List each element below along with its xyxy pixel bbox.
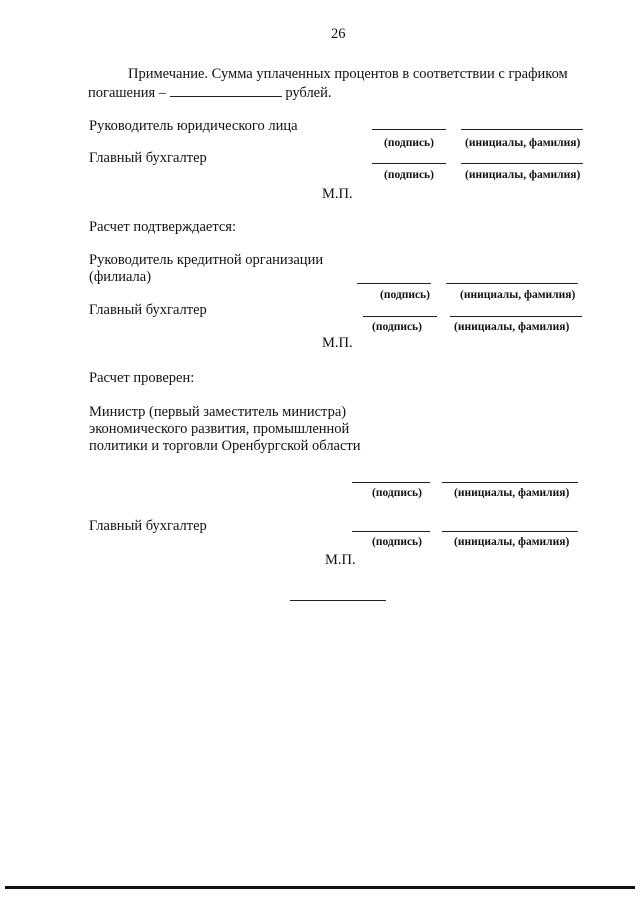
minister-label-line-3: политики и торговли Оренбургской области <box>89 438 361 454</box>
name-caption: (инициалы, фамилия) <box>454 536 570 548</box>
signature-caption: (подпись) <box>384 169 434 181</box>
signature-line <box>372 163 446 164</box>
stamp-label: М.П. <box>322 335 353 351</box>
minister-label-line-2: экономического развития, промышленной <box>89 421 350 437</box>
signature-caption: (подпись) <box>384 137 434 149</box>
signature-line <box>352 531 430 532</box>
signature-caption: (подпись) <box>372 536 422 548</box>
amount-blank <box>170 84 282 97</box>
signature-line <box>352 482 430 483</box>
chief-accountant-label: Главный бухгалтер <box>89 518 207 534</box>
name-line <box>446 283 578 284</box>
signature-line <box>363 316 437 317</box>
bottom-rule <box>5 886 635 889</box>
stamp-label: М.П. <box>325 552 356 568</box>
name-line <box>442 531 578 532</box>
note-line-2 <box>88 84 332 102</box>
name-caption: (инициалы, фамилия) <box>465 137 581 149</box>
legal-entity-head-label: Руководитель юридического лица <box>89 118 298 134</box>
name-line <box>442 482 578 483</box>
note-line-2-start: погашения – <box>88 85 167 101</box>
name-caption: (инициалы, фамилия) <box>460 289 576 301</box>
name-line <box>461 129 583 130</box>
name-line <box>450 316 582 317</box>
note-line-1: Примечание. Сумма уплаченных процентов в соответствии с графиком <box>128 66 568 82</box>
chief-accountant-label: Главный бухгалтер <box>89 302 207 318</box>
signature-line <box>372 129 446 130</box>
stamp-label: М.П. <box>322 186 353 202</box>
note-line-2-end: рублей. <box>285 85 332 101</box>
closing-separator <box>290 600 386 601</box>
confirmation-heading: Расчет подтверждается: <box>89 219 237 235</box>
credit-org-head-label-line-2: (филиала) <box>89 269 152 285</box>
signature-caption: (подпись) <box>372 321 422 333</box>
signature-caption: (подпись) <box>380 289 430 301</box>
minister-label-line-1: Министр (первый заместитель министра) <box>89 404 347 420</box>
verification-heading: Расчет проверен: <box>89 370 195 386</box>
signature-caption: (подпись) <box>372 487 422 499</box>
page-number: 26 <box>331 26 346 42</box>
chief-accountant-label: Главный бухгалтер <box>89 150 207 166</box>
name-caption: (инициалы, фамилия) <box>465 169 581 181</box>
signature-line <box>357 283 431 284</box>
name-caption: (инициалы, фамилия) <box>454 321 570 333</box>
name-line <box>461 163 583 164</box>
name-caption: (инициалы, фамилия) <box>454 487 570 499</box>
credit-org-head-label-line-1: Руководитель кредитной организации <box>89 252 324 268</box>
